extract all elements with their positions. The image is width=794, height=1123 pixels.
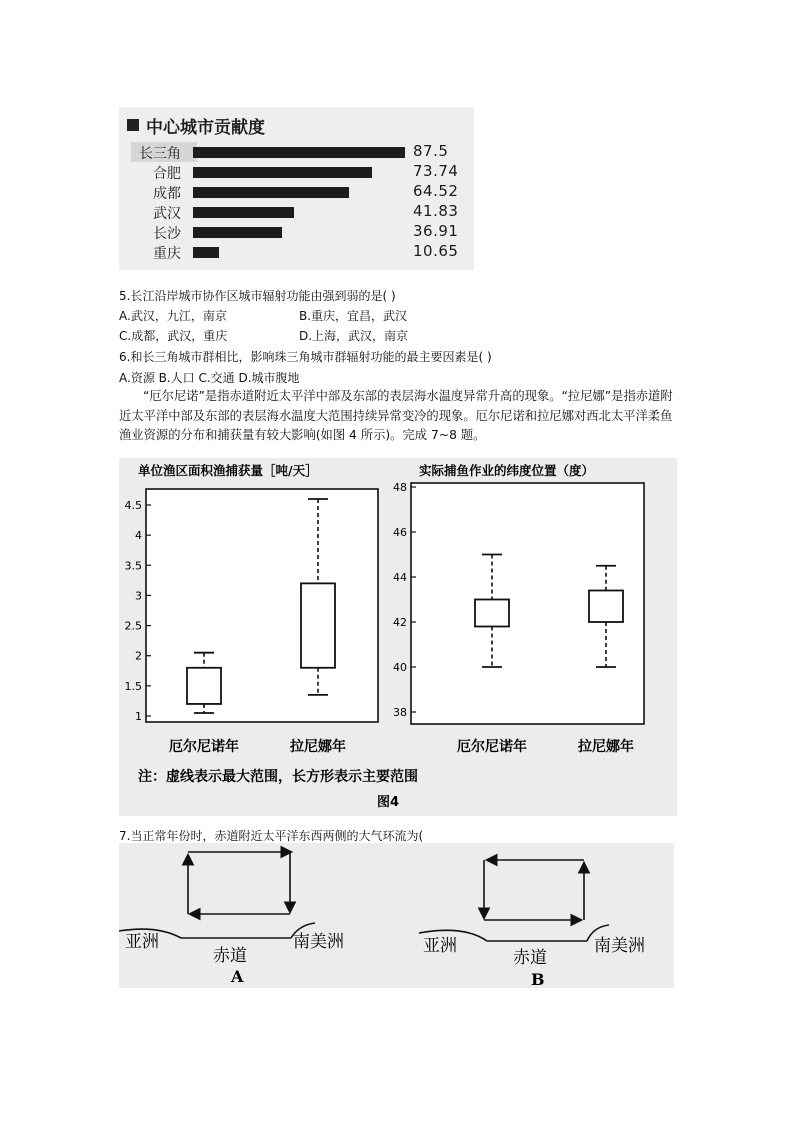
box (589, 591, 623, 623)
label-equator-a: 赤道 (213, 946, 247, 966)
x-category-label: 厄尔尼诺年 (169, 739, 239, 755)
label-samerica-b: 南美洲 (594, 936, 645, 956)
bar-value: 36.91 (413, 222, 459, 240)
contribution-chart (119, 107, 474, 270)
y-tick-label: 44 (393, 571, 407, 584)
plot-title: 实际捕鱼作业的纬度位置（度） (419, 463, 595, 478)
intro-paragraph: “厄尔尼诺”是指赤道附近太平洋中部及东部的表层海水温度异常升高的现象。“拉尼娜”是指赤道附近太平洋中部及东部的表层海水温度大范围持续异常变冷的现象。厄尔尼诺和拉尼娜对西北太平洋柔鱼渔业资源的分布和捕获量有较大影响(如图 4 所示)。完成 7~8 题。 (119, 389, 673, 442)
x-category-label: 拉尼娜年 (290, 739, 346, 755)
y-tick-label: 38 (393, 706, 407, 719)
bar (193, 167, 372, 178)
q5-stem: 5.长江沿岸城市协作区城市辐射功能由强到弱的是( ) (119, 289, 396, 303)
bar (193, 247, 219, 258)
label-equator-b: 赤道 (513, 948, 547, 968)
diagram-a (119, 852, 344, 986)
chart-title: 中心城市贡献度 (146, 118, 265, 138)
label-a: A (231, 967, 244, 986)
x-category-label: 厄尔尼诺年 (457, 739, 527, 755)
box (187, 668, 221, 704)
bar-label: 合肥 (153, 166, 181, 182)
bar-label: 重庆 (153, 246, 181, 262)
bar (193, 227, 282, 238)
bar-label: 成都 (153, 186, 181, 202)
x-category-label: 拉尼娜年 (578, 739, 634, 755)
circulation-figure (119, 843, 674, 988)
bar-value: 64.52 (413, 182, 459, 200)
y-tick-label: 40 (393, 661, 407, 674)
q6-stem: 6.和长三角城市群相比，影响珠三角城市群辐射功能的最主要因素是( ) (119, 350, 492, 364)
figure-4-label: 图4 (377, 795, 400, 810)
y-tick-label: 4.5 (124, 499, 142, 512)
figure-4-svg (119, 458, 677, 816)
diagram-b (419, 860, 645, 988)
y-tick-label: 3.5 (124, 559, 142, 573)
y-tick-label: 42 (393, 616, 407, 629)
bar-value: 87.5 (413, 142, 449, 160)
label-asia-a: 亚洲 (125, 932, 159, 952)
y-tick-label: 2 (135, 649, 142, 663)
q5-option-d: D.上海，武汉，南京 (299, 329, 409, 343)
label-asia-b: 亚洲 (423, 936, 457, 956)
bar-value: 10.65 (413, 242, 459, 260)
bar-label: 长三角 (139, 146, 181, 162)
label-samerica-a: 南美洲 (293, 932, 344, 952)
bar-label: 长沙 (153, 226, 181, 242)
bar-value: 41.83 (413, 202, 459, 220)
title-square-icon (127, 119, 139, 131)
bar (193, 187, 349, 198)
box (475, 600, 509, 627)
figure-4 (119, 458, 677, 816)
figure-note: 注：虚线表示最大范围，长方形表示主要范围 (138, 769, 418, 785)
plot-frame (146, 489, 378, 722)
y-tick-label: 4 (135, 529, 142, 543)
bar (193, 147, 405, 158)
plot-title: 单位渔区面积渔捕获量［吨/天］ (138, 463, 318, 478)
y-tick-label: 1.5 (124, 679, 142, 693)
q5-option-c: C.成都，武汉，重庆 (119, 329, 228, 343)
circulation-svg (119, 843, 674, 988)
y-tick-label: 3 (135, 589, 142, 603)
q6-options: A.资源 B.人口 C.交通 D.城市腹地 (119, 371, 300, 385)
q7-stem: 7.当正常年份时，赤道附近太平洋东西两侧的大气环流为( (119, 829, 424, 843)
bar-label: 武汉 (153, 206, 181, 222)
y-tick-label: 2.5 (124, 619, 142, 633)
label-b: B (531, 970, 545, 988)
q5-option-a: A.武汉，九江，南京 (119, 309, 227, 323)
q5-option-b: B.重庆，宜昌，武汉 (299, 309, 408, 323)
y-tick-label: 46 (393, 526, 407, 539)
box (301, 583, 335, 667)
y-tick-label: 48 (393, 481, 407, 494)
bar (193, 207, 294, 218)
bar-value: 73.74 (413, 162, 459, 180)
y-tick-label: 1 (135, 710, 142, 723)
